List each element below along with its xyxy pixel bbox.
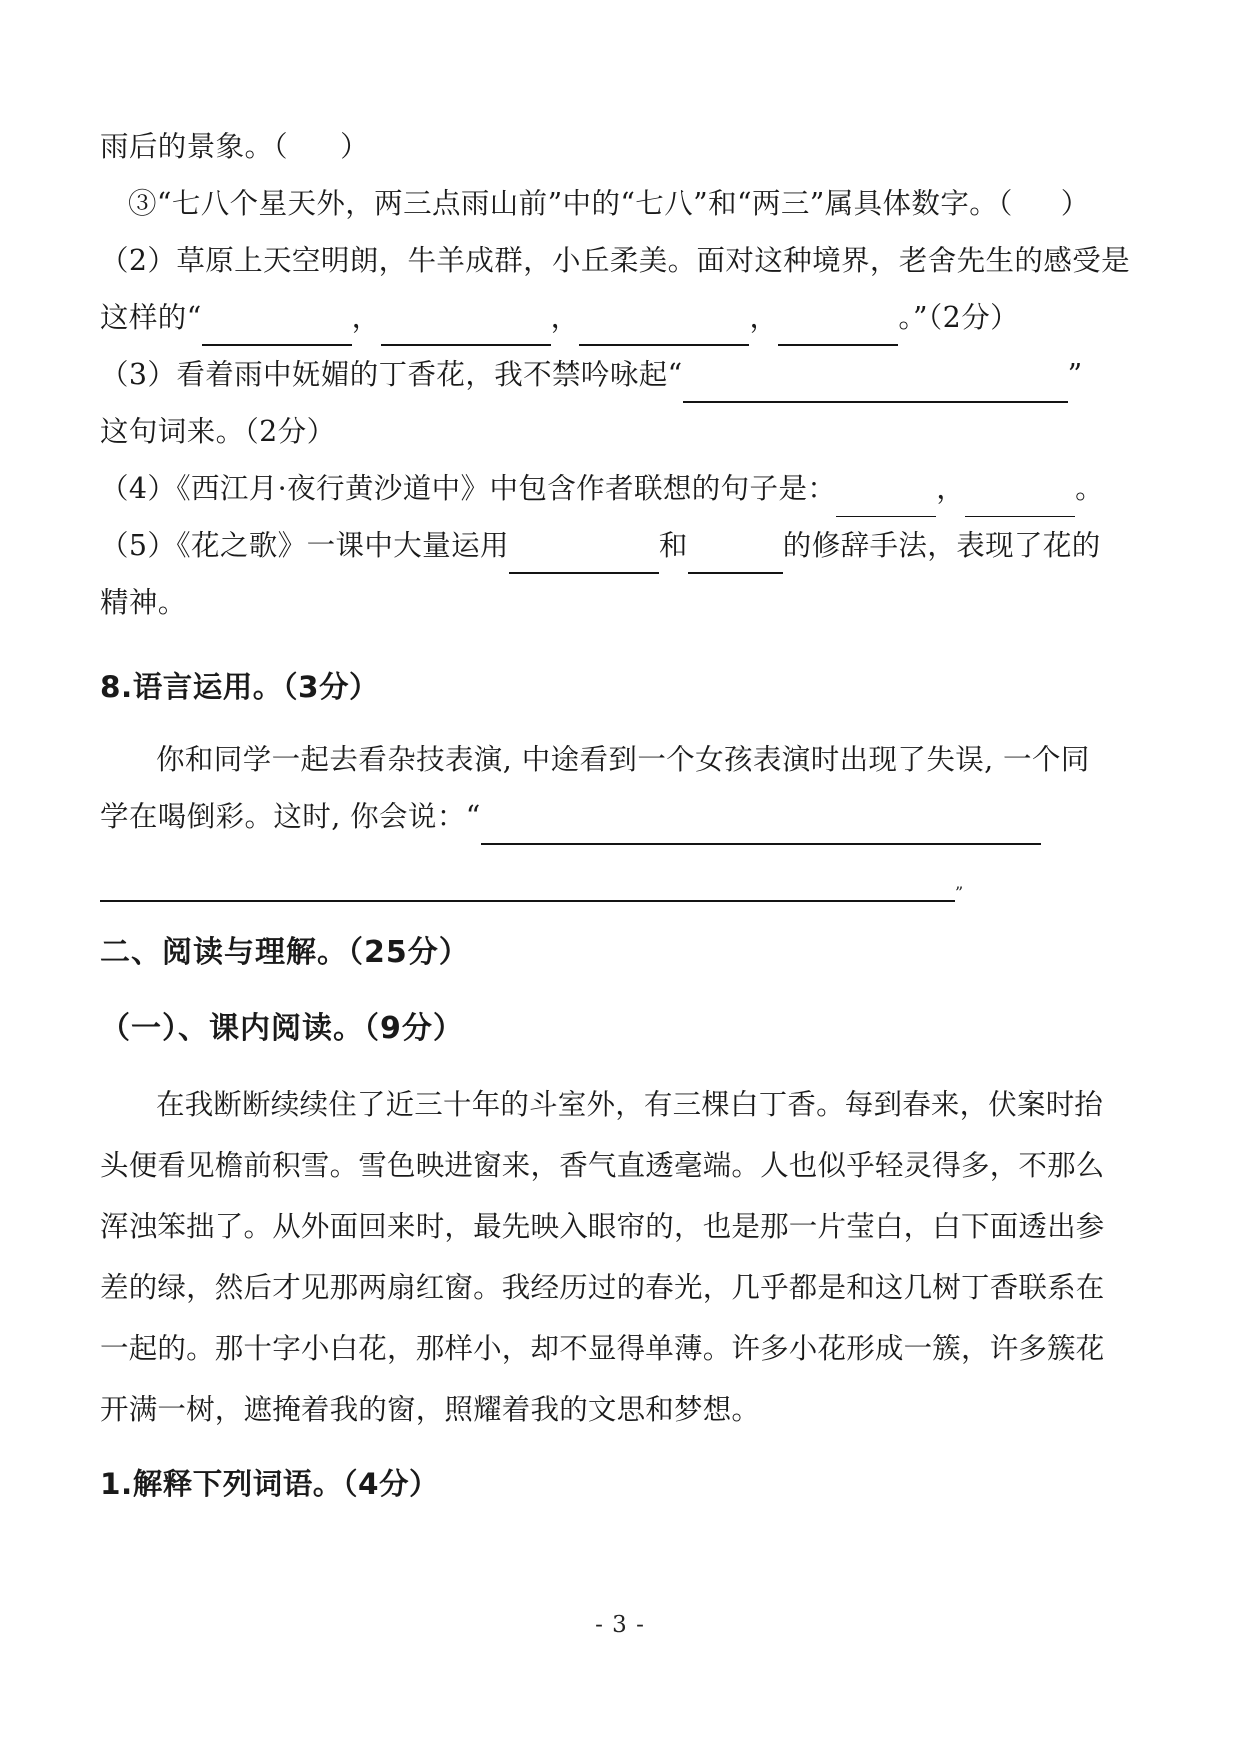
answer-blank-2a[interactable] [202, 315, 352, 346]
passage-line: 一起的。那十字小白花，那样小，却不显得单薄。许多小花形成一簇，许多簇花 [100, 1332, 1105, 1365]
question-7-item3b-text-2: 这句词来。（2分） [100, 415, 336, 448]
question-7-item1-tail-text: 雨后的景象。（ [100, 130, 289, 163]
spacer-before-r1 [100, 1440, 1140, 1454]
question-7-item2-sep-1: ， [351, 301, 381, 334]
answer-blank-8a[interactable] [481, 814, 1041, 845]
question-8-paragraph-line-1 [100, 731, 1140, 788]
question-7-item3b-text: （3）看着雨中妩媚的丁香花，我不禁吟咏起“ [100, 358, 683, 391]
reading-passage [100, 1074, 1140, 1440]
question-7-item3b-quote-close: ” [1067, 358, 1083, 391]
question-7-item1-tail-close: ） [340, 130, 369, 163]
question-8-answer-line-2[interactable] [100, 845, 1140, 908]
question-7-item1-tail-line [100, 118, 1140, 175]
question-7-item5-suffix: 的修辞手法，表现了花的 [782, 529, 1101, 562]
answer-blank-5b[interactable] [688, 543, 783, 574]
question-8-heading: 8.语言运用。（3分） [100, 670, 380, 704]
question-7-item3b-line-1 [100, 346, 1140, 403]
answer-blank-3a[interactable] [683, 372, 1068, 403]
question-7-item5-text-2: 精神。 [100, 586, 187, 619]
spacer-sec2 [100, 984, 1140, 998]
question-7-item3b-line-2 [100, 403, 1140, 460]
answer-blank-2d[interactable] [778, 315, 898, 346]
passage-line: 差的绿，然后才见那两扇红窗。我经历过的春光，几乎都是和这几树丁香联系在 [100, 1271, 1105, 1304]
question-7-item5-prefix: （5）《花之歌》一课中大量运用 [100, 529, 509, 562]
question-7-item2-sep-2: ， [550, 301, 580, 334]
question-7-item3-text: ③“七八个星天外，两三点雨山前”中的“七八”和“两三”属具体数字。（ [128, 187, 1013, 220]
passage-line: 开满一树，遮掩着我的窗，照耀着我的文思和梦想。 [100, 1393, 761, 1426]
section-two-subheading: （一）、课内阅读。（9分） [100, 1011, 464, 1046]
question-7-item4-line [100, 460, 1140, 517]
question-8-quote-close: ” [955, 883, 964, 902]
question-7-item2-text-1: （2）草原上天空明朗，牛羊成群，小丘柔美。面对这种境界，老舍先生的感受是 [100, 244, 1131, 277]
question-7-item2-line-2 [100, 289, 1140, 346]
answer-blank-2b[interactable] [381, 315, 551, 346]
reading-question-1: 1.解释下列词语。（4分） [100, 1467, 440, 1501]
spacer-before-q8 [100, 631, 1140, 657]
question-7-item5-mid: 和 [658, 529, 688, 562]
question-7-item2-suffix: 。”（2分） [898, 301, 1019, 334]
page-footer: - 3 - [595, 1612, 645, 1638]
question-7-item5-line-1 [100, 517, 1140, 574]
question-7-item2-sep-3: ， [749, 301, 779, 334]
question-7-item5-line-2 [100, 574, 1140, 631]
spacer-before-passage [100, 1060, 1140, 1074]
question-8-paragraph-text-1: 你和同学一起去看杂技表演, 中途看到一个女孩表演时出现了失误, 一个同 [156, 743, 1090, 776]
question-8-paragraph-line-2 [100, 788, 1140, 845]
spacer-q8 [100, 717, 1140, 731]
question-7-item4-suffix: 。 [1075, 472, 1105, 505]
question-7-item2-prefix: 这样的“ [100, 301, 202, 334]
answer-blank-4a[interactable] [836, 487, 936, 517]
question-8-paragraph-prefix: 学在喝倒彩。这时, 你会说：“ [100, 800, 481, 833]
answer-blank-5a[interactable] [509, 543, 659, 574]
question-7-item3-close: ） [1060, 187, 1090, 220]
spacer-before-sec2 [100, 908, 1140, 922]
passage-line: 头便看见檐前积雪。雪色映进窗来，香气直透毫端。人也似乎轻灵得多，不那么 [100, 1149, 1105, 1182]
answer-blank-4b[interactable] [965, 487, 1075, 517]
answer-blank-2c[interactable] [579, 315, 749, 346]
answer-blank-8b[interactable] [100, 900, 955, 902]
question-7-item2-line-1 [100, 232, 1140, 289]
section-two-heading: 二、阅读与理解。（25分） [100, 935, 470, 970]
passage-line: 在我断断续续住了近三十年的斗室外，有三棵白丁香。每到春来，伏案时抬 [156, 1088, 1104, 1121]
question-7-item4-sep: ， [936, 472, 966, 505]
question-7-item4-prefix: （4）《西江月·夜行黄沙道中》中包含作者联想的句子是： [100, 472, 837, 505]
question-7-item3-line [100, 175, 1140, 232]
passage-line: 浑浊笨拙了。从外面回来时，最先映入眼帘的，也是那一片莹白，白下面透出参 [100, 1210, 1105, 1243]
